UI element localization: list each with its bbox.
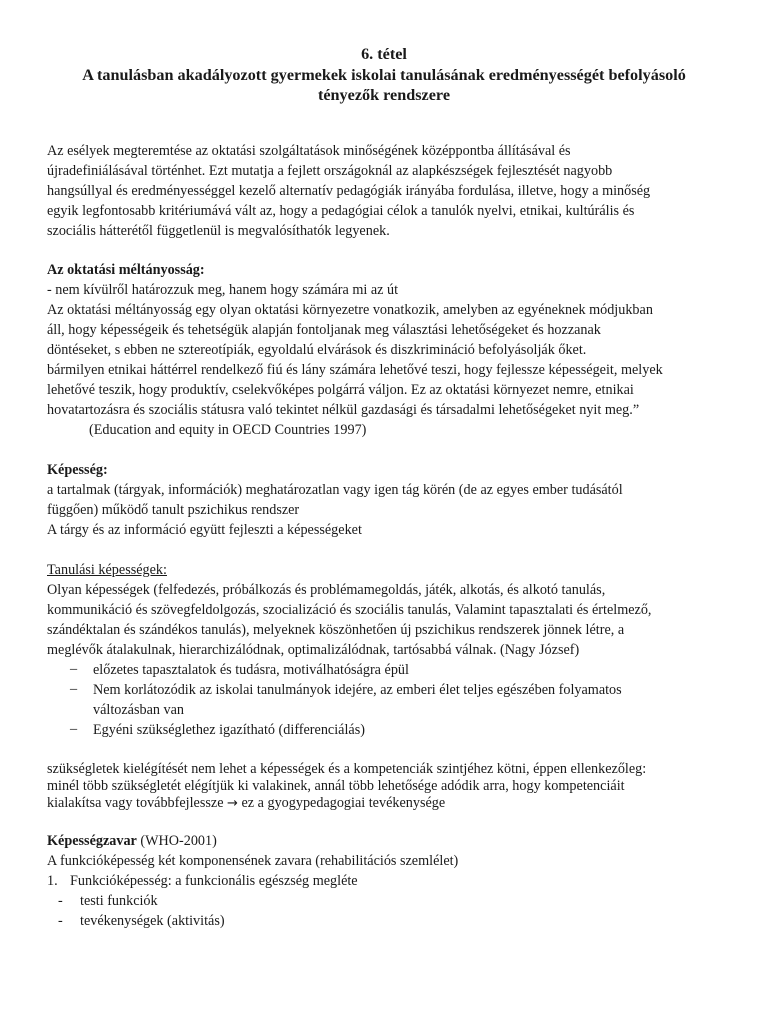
- document-title: [40, 44, 728, 106]
- needs-line-3: [47, 795, 445, 812]
- bullet-marker: –: [70, 681, 78, 697]
- sub-item-marker: -: [58, 893, 63, 909]
- bullet-marker: –: [70, 721, 78, 737]
- title-line-1: A tanulásban akadályozott gyermekek iskolai tanulásának eredményességét befolyásoló: [82, 65, 686, 84]
- intro-line: Az esélyek megteremtése az oktatási szolgáltatások minőségének középpontba állításával és: [47, 143, 571, 159]
- learning-line: kommunikáció és szövegfeldolgozás, szocializáció és szociális tanulás, Valamint tapasztalati és értelmező,: [47, 602, 652, 618]
- ability-line: A tárgy és az információ együtt fejleszti a képességeket: [47, 522, 362, 538]
- equity-line: döntéseket, s ebben ne sztereotípiák, egyoldalú elvárások és diszkrimináció befolyásolják őket.: [47, 342, 587, 358]
- intro-line: szociális hátterétől függetlenül is megvalósíthatók legyenek.: [47, 223, 390, 239]
- intro-line: egyik legfontosabb kritériumává vált az, hogy a pedagógiai célok a tanulók nyelvi, etnikai, kultúrális és: [47, 203, 635, 219]
- equity-heading: Az oktatási méltányosság:: [47, 262, 205, 278]
- equity-line: áll, hogy képességeik és tehetségük alapján fontoljanak meg választási lehetőségeket és hozzanak: [47, 322, 601, 338]
- bullet-item: előzetes tapasztalatok és tudásra, motiválhatóságra épül: [93, 662, 409, 678]
- intro-line: újradefiniálásával történhet. Ezt mutatja a fejlett országoknál az alapkészségek fejlesztését nagyobb: [47, 163, 613, 179]
- bullet-item-continuation: változásban van: [93, 702, 184, 718]
- equity-line: - nem kívülről határozzuk meg, hanem hogy számára mi az út: [47, 282, 399, 298]
- needs-line-3-start: kialakítsa vagy továbbfejlessze: [47, 795, 224, 811]
- equity-line: Az oktatási méltányosság egy olyan oktatási környezetre vonatkozik, amelyben az egyéneknek módjukban: [47, 302, 653, 318]
- bullet-marker: –: [70, 661, 78, 677]
- numbered-item-number: 1.: [47, 873, 58, 889]
- disorder-heading-suffix: (WHO-2001): [136, 833, 217, 849]
- numbered-item-text: Funkcióképesség: a funkcionális egészség megléte: [70, 873, 358, 889]
- equity-citation: (Education and equity in OECD Countries 1997): [89, 422, 367, 438]
- disorder-heading: Képességzavar: [47, 833, 137, 849]
- disorder-line: A funkcióképesség két komponensének zavara (rehabilitációs szemlélet): [47, 853, 459, 869]
- needs-line-3-end: ez a gyogypedagogiai tevékenysége: [241, 795, 446, 811]
- ability-line: a tartalmak (tárgyak, információk) meghatározatlan vagy igen tág körén (de az egyes ember tudásától: [47, 482, 623, 498]
- learning-heading: Tanulási képességek:: [47, 562, 167, 578]
- equity-line: lehetővé teszik, hogy produktív, cselekvőképes polgárrá váljon. Ez az oktatási környezet nemre, etnikai: [47, 382, 634, 398]
- sub-item: tevékenységek (aktivitás): [80, 913, 225, 929]
- bullet-item: Egyéni szükséglethez igazítható (differenciálás): [93, 722, 365, 738]
- needs-line: szükségletek kielégítését nem lehet a képességek és a kompetenciák szintjéhez kötni, éppen ellenkezőleg:: [47, 761, 647, 777]
- arrow-right-icon: →: [227, 796, 238, 811]
- needs-line: minél több szükségletét elégítjük ki valakinek, annál több lehetősége adódik arra, hogy kompetenciáit: [47, 778, 625, 794]
- sub-item: testi funkciók: [80, 893, 158, 909]
- equity-line: hovatartozásra és szociális státusra való tekintet nélkül gazdasági és társadalmi lehetőségeket nyit meg.”: [47, 402, 640, 418]
- sub-item-marker: -: [58, 913, 63, 929]
- title-number: 6. tétel: [361, 45, 407, 63]
- ability-line: függően) működő tanult pszichikus rendszer: [47, 502, 300, 518]
- intro-line: hangsúllyal és eredményességgel kezelő alternatív pedagógiák irányába fordulása, illetve, hogy a minőség: [47, 183, 651, 199]
- learning-line: Olyan képességek (felfedezés, próbálkozás és problémamegoldás, játék, alkotás, és alkotó tanulás,: [47, 582, 606, 598]
- disorder-heading-line: [47, 832, 217, 851]
- learning-line: meglévők átalakulnak, hierarchizálódnak, optimalizálódnak, tartósabbá válnak. (Nagy József): [47, 642, 580, 658]
- equity-line: bármilyen etnikai háttérrel rendelkező fiú és lány számára lehetővé teszi, hogy fejlessze képességeit, melyek: [47, 362, 663, 378]
- learning-line: szándéktalan és szándékos tanulás), melyeknek köszönhetően új pszichikus rendszerek jönnek létre, a: [47, 622, 625, 638]
- title-line-2: tényezők rendszere: [317, 86, 450, 104]
- ability-heading: Képesség:: [47, 462, 108, 478]
- bullet-item: Nem korlátozódik az iskolai tanulmányok idejére, az emberi élet teljes egészében folyamatos: [93, 682, 622, 698]
